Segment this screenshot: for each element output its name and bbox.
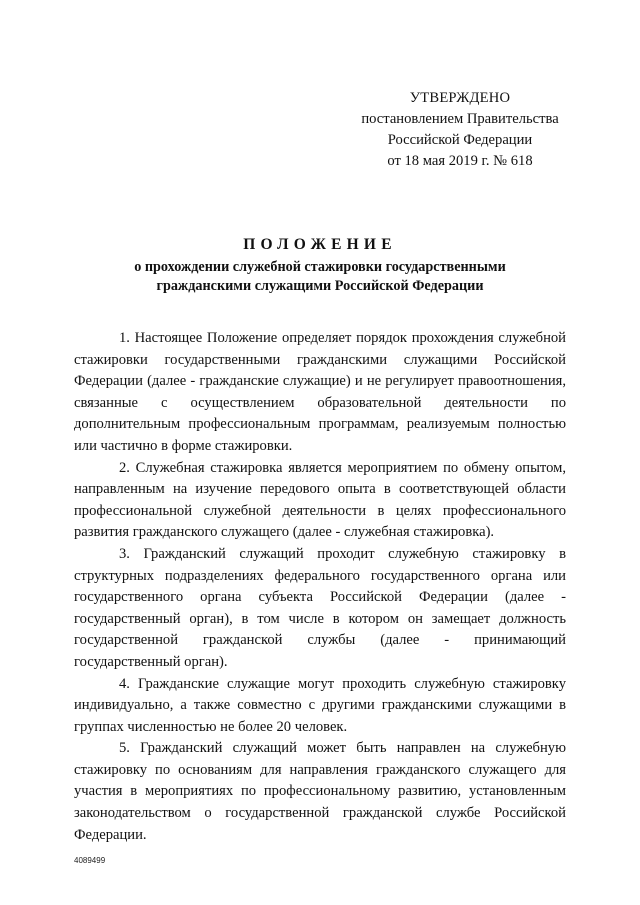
- approval-line-1: постановлением Правительства: [361, 111, 559, 127]
- subtitle-line-2: гражданскими служащими Российской Федерации: [156, 278, 484, 294]
- document-title: ПОЛОЖЕНИЕ: [243, 236, 397, 253]
- document-title-block: [70, 234, 570, 296]
- approval-line-2: Российской Федерации: [387, 132, 533, 148]
- paragraph-2: 2. Служебная стажировка является мероприятием по обмену опытом, направленным на изучение передового опыта в соответствующей области профессиональной служебной деятельности в целях профессионального развития гражданского служащего (далее - служебная стажировка).: [74, 459, 566, 541]
- approval-line-3: от 18 мая 2019 г. № 618: [387, 153, 533, 169]
- document-subtitle: [70, 258, 570, 296]
- document-body: [74, 328, 566, 846]
- approval-heading: УТВЕРЖДЕНО: [409, 90, 511, 106]
- paragraph-4: 4. Гражданские служащие могут проходить служебную стажировку индивидуально, а также совместно с другими гражданскими служащими в группах численностью не более 20 человек.: [74, 675, 566, 735]
- subtitle-line-1: о прохождении служебной стажировки государственными: [134, 259, 506, 275]
- paragraph-3: 3. Гражданский служащий проходит служебную стажировку в структурных подразделениях федерального государственного органа или государственного органа субъекта Российской Федерации (далее - государственный орган), в том числе в котором он замещает должность государственной гражданской службы (далее - принимающий государственный орган).: [74, 545, 566, 670]
- approval-stamp: [330, 88, 590, 172]
- document-code: 4089499: [74, 856, 106, 865]
- paragraph-5: 5. Гражданский служащий может быть направлен на служебную стажировку по основаниям для направления гражданского служащего для участия в мероприятиях по профессиональному развитию, установленным законодательством о государственной гражданской службе Российской Федерации.: [74, 740, 566, 843]
- paragraph-1: 1. Настоящее Положение определяет порядок прохождения служебной стажировки государственными гражданскими служащими Российской Федерации (далее - гражданские служащие) и не регулирует правоотношения, связанные с осуществлением образовательной деятельности по дополнительным профессиональным программам, реализуемым полностью или частично в форме стажировки.: [74, 330, 566, 454]
